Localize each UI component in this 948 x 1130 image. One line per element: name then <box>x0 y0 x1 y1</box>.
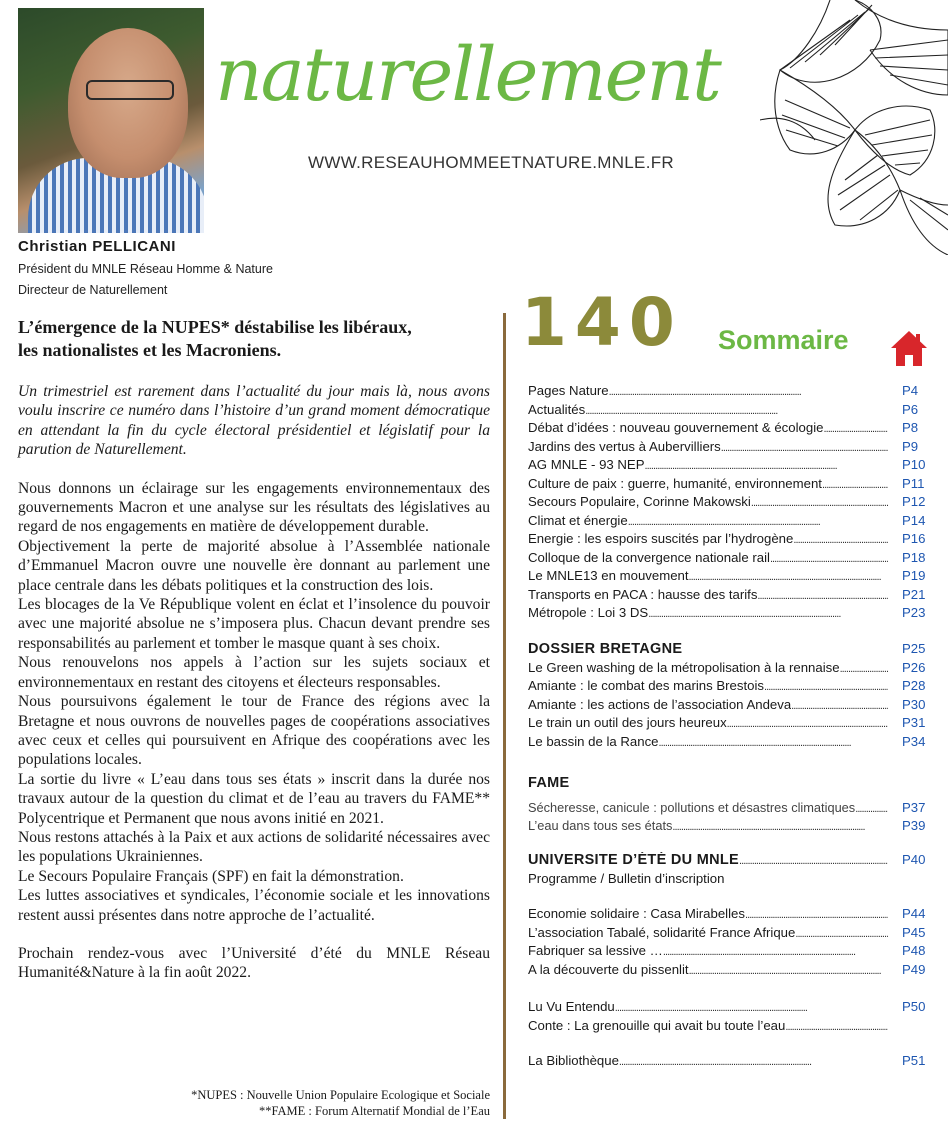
toc-leader-dots <box>727 715 888 730</box>
editorial-paragraph: Nous restons attachés à la Paix et aux actions de solidarité nécessaires avec les populations Ukrainiennes. <box>18 828 490 866</box>
author-photo <box>18 8 204 233</box>
toc-entry-title: L’association Tabalé, solidarité France Afrique <box>528 924 796 940</box>
toc-leader-dots <box>659 734 889 749</box>
home-icon[interactable] <box>889 328 929 368</box>
toc-page: P50 <box>902 999 926 1014</box>
toc-section-culture <box>528 999 928 1036</box>
toc-entry-title: Sécheresse, canicule : pollutions et désastres climatiques <box>528 799 856 815</box>
toc-entry-title: Climat et énergie <box>528 512 628 528</box>
toc-entry-title: Actualités <box>528 401 586 417</box>
toc-bretagne-items <box>528 660 928 753</box>
editorial-paragraph: Les blocages de la Ve République volent en éclat et l’insolence du pouvoir avec une majorité absolue ne s’imposera plus. Chacun devant prendre ses responsabilités au parlement et tomber le masque quant à ses choix. <box>18 596 490 652</box>
editorial-paragraph: La sortie du livre « L’eau dans tous ses états » inscrit dans la durée nos travaux autour de la question du climat et de l’eau au travers du FAME** Polycentrique et Permanent que nous avons initié en 2021. <box>18 770 490 827</box>
toc-entry-title: A la découverte du pissenlit <box>528 961 689 977</box>
ginkgo-leaves-illustration <box>760 0 948 255</box>
toc-page: P26 <box>902 659 926 675</box>
editorial-paragraph: Les luttes associatives et syndicales, l’économie sociale et les innovations restent aussi présentes dans notre approche de l’actualité. <box>18 887 490 924</box>
toc-leader-dots <box>689 568 888 583</box>
author-role-president: Président du MNLE Réseau Homme & Nature <box>18 262 273 276</box>
toc-leader-dots <box>757 587 888 602</box>
column-divider <box>503 313 506 1119</box>
toc-page: P48 <box>902 943 926 958</box>
toc-entry-title: Le bassin de la Rance <box>528 733 659 749</box>
editorial-intro: Un trimestriel est rarement dans l’actualité du jour mais là, nous avons voulu inscrire ce numéro dans l’histoire d’un grand moment démocratique en attendant la fin du cycle électoral présidentiel et législatif pour la parution de Naturellement. <box>18 383 490 459</box>
editorial-paragraph: Nous renouvelons nos appels à l’action sur les sujets sociaux et environnementaux en restant des citoyens et électeurs responsables. <box>18 654 490 691</box>
toc-row[interactable] <box>528 660 928 679</box>
toc-leader-dots <box>791 697 888 712</box>
toc-entry-title: La Bibliothèque <box>528 1053 619 1068</box>
editorial-closing: Prochain rendez-vous avec l’Université d’été du MNLE Réseau Humanité&Nature à la fin août 2022. <box>18 944 490 982</box>
toc-entry-title: Economie solidaire : Casa Mirabelles <box>528 906 745 921</box>
author-first-name: Christian <box>18 238 88 255</box>
toc-entry-title: Jardins des vertus à Aubervilliers <box>528 438 721 454</box>
toc-row[interactable] <box>528 420 928 439</box>
toc-leader-dots <box>840 660 888 675</box>
toc-leader-dots <box>822 476 888 491</box>
toc-entry-title: Culture de paix : guerre, humanité, environnement <box>528 475 822 491</box>
toc-row[interactable] <box>528 1018 928 1037</box>
toc-entry-title: Transports en PACA : hausse des tarifs <box>528 586 758 602</box>
toc-leader-dots <box>689 962 888 977</box>
footnotes <box>191 1087 490 1119</box>
toc-leader-dots <box>793 531 888 546</box>
toc-row[interactable] <box>528 531 928 550</box>
editorial-paragraph: Nous poursuivons également le tour de France des régions avec la Bretagne et nous ouvrons de nouvelles pages de coopérations associatives avec ceux et celles qui poursuivent en Afrique des coopérations avec les populations locales. <box>18 693 490 769</box>
editorial-paragraph: Objectivement la perte de majorité absolue à l’Assemblée nationale d’Emmanuel Macron ouvre une nouvelle ère donnant au parlement une place centrale dans les débats politiques et la construction des lois. <box>18 537 490 594</box>
toc-entry-title: Energie : les espoirs suscités par l’hydrogène <box>528 531 794 546</box>
toc-row[interactable] <box>528 587 928 606</box>
toc-page: P49 <box>902 961 926 977</box>
toc-page: P28 <box>902 678 926 693</box>
toc-entry-title: Secours Populaire, Corinne Makowski <box>528 494 751 509</box>
toc-page: P14 <box>902 512 926 528</box>
toc-entry-title: Amiante : le combat des marins Brestois <box>528 678 765 693</box>
toc-section-main <box>528 383 928 624</box>
toc-leader-dots <box>648 605 888 620</box>
toc-entry-title: AG MNLE - 93 NEP <box>528 457 645 472</box>
toc-leader-dots <box>745 906 888 921</box>
toc-leader-dots <box>615 999 888 1014</box>
toc-entry-title: Le MNLE13 en mouvement <box>528 568 689 583</box>
toc-row[interactable] <box>528 962 928 981</box>
toc-entry-title: Débat d’idées : nouveau gouvernement & écologie <box>528 420 824 435</box>
toc-row[interactable] <box>528 476 928 495</box>
toc-leader-dots <box>585 402 888 417</box>
footnote-nupes: *NUPES : Nouvelle Union Populaire Ecologique et Sociale <box>191 1088 490 1102</box>
sommaire-title: Sommaire <box>718 325 849 355</box>
toc-leader-dots <box>785 1018 888 1033</box>
author-name <box>18 238 176 255</box>
toc-page: P18 <box>902 549 926 565</box>
toc-row[interactable] <box>528 568 928 587</box>
toc-section-library <box>528 1053 928 1072</box>
toc-row[interactable] <box>528 906 928 925</box>
toc-entry-title: Métropole : Loi 3 DS <box>528 605 649 620</box>
toc-section-title: DOSSIER BRETAGNE <box>528 641 683 657</box>
toc-entry-title: Fabriquer sa lessive … <box>528 943 663 958</box>
toc-leader-dots <box>645 457 888 472</box>
toc-page: P37 <box>902 799 926 815</box>
toc-entry-title: Colloque de la convergence nationale rail <box>528 549 770 565</box>
toc-leader-dots <box>823 420 888 435</box>
toc-entry-title: Amiante : les actions de l’association Andeva <box>528 696 792 712</box>
toc-dossier-bretagne <box>528 641 928 752</box>
editorial-headline <box>18 316 498 362</box>
toc-row[interactable] <box>528 715 928 734</box>
toc-row[interactable] <box>528 818 928 837</box>
toc-row[interactable] <box>528 402 928 421</box>
toc-leader-dots <box>764 678 888 693</box>
toc-leader-dots <box>672 818 888 833</box>
toc-section-title: FAME <box>528 775 570 791</box>
toc-fame <box>528 775 928 837</box>
toc-entry-title: Lu Vu Entendu <box>528 999 615 1014</box>
toc-page: P8 <box>902 420 919 435</box>
toc-row[interactable] <box>528 457 928 476</box>
toc-entry-title: Conte : La grenouille qui avait bu toute l’eau <box>528 1017 786 1033</box>
toc-entry-title: Le Green washing de la métropolisation à la rennaise <box>528 659 840 675</box>
toc-page: P16 <box>902 531 926 546</box>
toc-page: P34 <box>902 733 926 749</box>
toc-page: P39 <box>902 818 926 833</box>
photo-face <box>68 28 188 178</box>
issue-number: 140 <box>521 284 683 361</box>
footnote-fame: **FAME : Forum Alternatif Mondial de l’Eau <box>259 1104 490 1118</box>
toc-page: P4 <box>902 383 919 398</box>
toc-leader-dots <box>770 550 888 565</box>
toc-row[interactable] <box>528 1053 928 1072</box>
toc-row[interactable] <box>528 925 928 944</box>
toc-page: P45 <box>902 924 926 940</box>
toc-page: P30 <box>902 696 926 712</box>
toc-page: P11 <box>902 475 925 491</box>
toc-universite <box>528 852 928 889</box>
toc-page: P10 <box>902 457 926 472</box>
toc-row[interactable] <box>528 605 928 624</box>
toc-section-title: UNIVERSITE D’ÉTÉ DU MNLE <box>528 852 740 868</box>
toc-page: P21 <box>902 586 926 602</box>
logo-text: naturellement <box>215 32 720 118</box>
toc-subtitle: Programme / Bulletin d’inscription <box>528 870 725 886</box>
toc-row[interactable] <box>528 999 928 1018</box>
toc-row[interactable] <box>528 513 928 532</box>
toc-leader-dots <box>721 439 888 454</box>
toc-row[interactable] <box>528 800 928 819</box>
toc-row[interactable] <box>528 494 928 513</box>
toc-leader-dots <box>609 383 888 398</box>
toc-entry-title: L’eau dans tous ses états <box>528 818 673 833</box>
toc-page: P31 <box>902 715 926 730</box>
toc-row[interactable] <box>528 383 928 402</box>
author-role-director: Directeur de Naturellement <box>18 283 168 297</box>
toc-entry-title: Pages Nature <box>528 383 609 398</box>
photo-glasses <box>86 80 174 100</box>
toc-row[interactable] <box>528 550 928 569</box>
editorial-body <box>18 382 490 983</box>
toc-row[interactable] <box>528 943 928 962</box>
magazine-logo <box>215 32 720 118</box>
toc-entry-title: Le train un outil des jours heureux <box>528 715 727 730</box>
headline-line-2: les nationalistes et les Macroniens. <box>18 340 282 360</box>
website-link[interactable]: WWW.RESEAUHOMMEETNATURE.MNLE.FR <box>308 153 674 172</box>
headline-line-1: L’émergence de la NUPES* déstabilise les libéraux, <box>18 317 412 337</box>
author-last-name: PELLICANI <box>92 238 176 255</box>
toc-page: P51 <box>902 1053 926 1068</box>
toc-page: P44 <box>902 906 926 921</box>
toc-row[interactable] <box>528 697 928 716</box>
toc-row[interactable] <box>528 734 928 753</box>
toc-fame-items <box>528 800 928 837</box>
toc-page: P40 <box>902 852 926 867</box>
toc-row[interactable] <box>528 641 928 660</box>
toc-page: P9 <box>902 438 919 454</box>
toc-row <box>528 775 928 794</box>
toc-leader-dots <box>855 800 888 815</box>
toc-page: P12 <box>902 494 926 509</box>
toc-row[interactable] <box>528 852 928 871</box>
toc-page: P25 <box>902 641 926 656</box>
editorial-paragraph: Le Secours Populaire Français (SPF) en fait la démonstration. <box>18 867 404 885</box>
toc-row <box>528 871 928 890</box>
toc-page: P19 <box>902 568 926 583</box>
toc-row[interactable] <box>528 678 928 697</box>
toc-leader-dots <box>663 943 888 958</box>
toc-page: P6 <box>902 401 919 417</box>
toc-leader-dots <box>628 513 888 528</box>
toc-leader-dots <box>619 1053 888 1068</box>
toc-row[interactable] <box>528 439 928 458</box>
toc-page: P23 <box>902 605 926 620</box>
toc-section-solidarity <box>528 906 928 980</box>
toc-leader-dots <box>795 925 888 940</box>
toc-leader-dots <box>751 494 888 509</box>
editorial-paragraph: Nous donnons un éclairage sur les engagements environnementaux des gouvernements Macron et une analyse sur les résultats des législatives au regard de nos engagements en matière de développement durable. <box>18 479 490 536</box>
